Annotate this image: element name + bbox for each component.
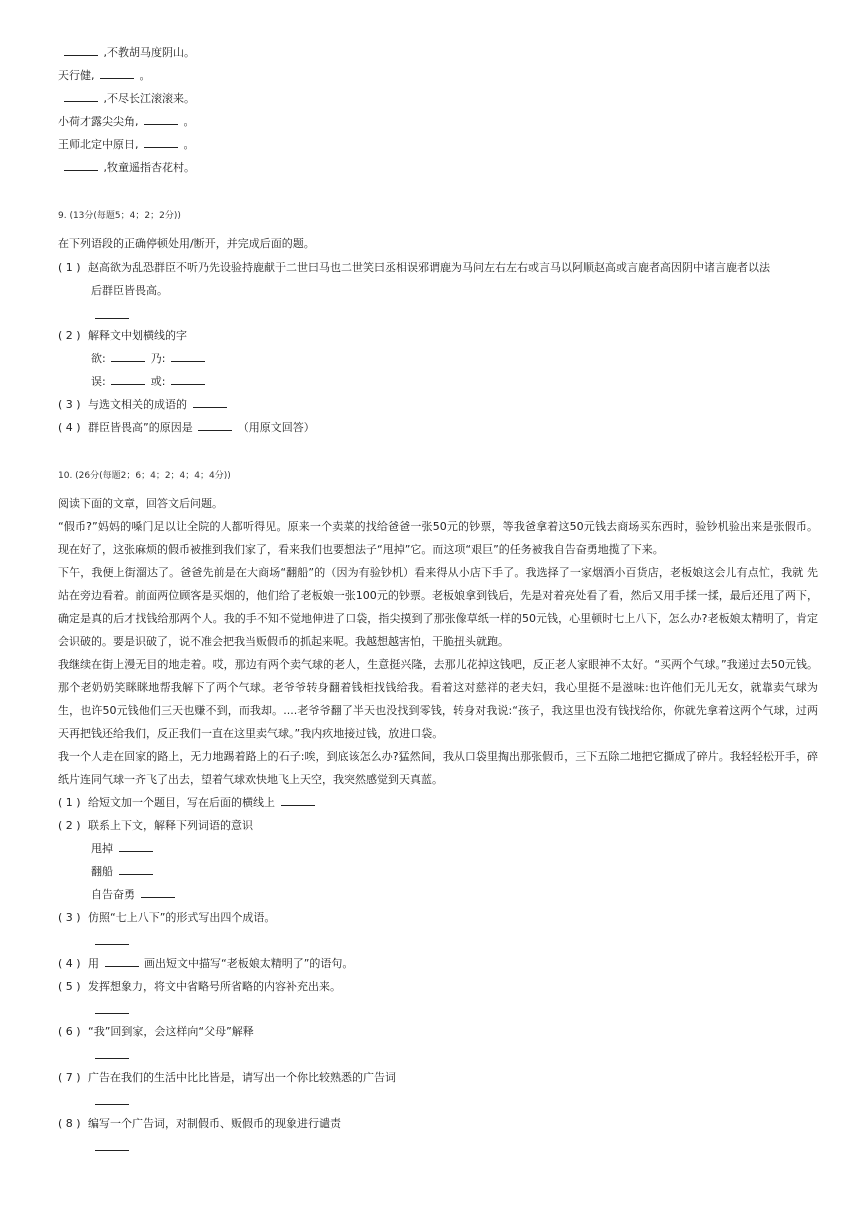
answer-blank[interactable] [105,956,139,967]
q9-sub2-row2: 误: 或: [91,374,207,390]
poem-line-1: ,不教胡马度阴山。 [62,45,195,61]
poem-line-4: 小荷才露尖尖角, 。 [58,115,195,128]
answer-line[interactable] [95,1149,129,1151]
q9-sub2: ( 2 ) 解释文中划横线的字 [58,329,187,342]
answer-line[interactable] [95,1057,129,1059]
poem-line-5: 王师北定中原日, 。 [58,138,195,151]
answer-line[interactable] [95,1103,129,1105]
q10-sub6: ( 6 ) “我”回到家，会这样向“父母”解释 [58,1025,254,1038]
answer-blank[interactable] [111,351,145,362]
answer-blank[interactable] [100,68,134,79]
q10-sub1: ( 1 ) 给短文加一个题目，写在后面的横线上 [58,795,317,811]
poem-line-6: ,牧童遥指杏花村。 [62,160,195,176]
q9-sub4: ( 4 ) 群臣皆畏高”的原因是 （用原文回答） [58,421,315,434]
passage-paragraph: 下午，我便上街溜达了。爸爸先前是在大商场“翻船”的（因为有验钞机）看来得从小店下手了。我选择了一家烟酒小百货店，老板娘这会儿有点忙，我就 先站在旁边看着。前面两位顾客是买烟的，他们给了老板娘一张100元的钞票。老板娘拿到钱后，先是对着亮处看了看，然后又用手揉一揉，最后还甩了两下，确定是真的后才找钱给那两个人。我的手不知不觉地伸进了口袋，指尖摸到了那张像草纸一样的50元钱，心里顿时七上八下，怎么办?老板娘太精明了，肯定会识破的。要是识破了，说不准会把我当贩假币的抓起来呢。我越想越害怕，干脆扭头就跑。 [58,566,818,648]
q10-sub2: ( 2 ) 联系上下文，解释下列词语的意识 [58,819,253,832]
answer-blank[interactable] [119,841,153,852]
answer-blank[interactable] [64,91,98,102]
answer-blank[interactable] [281,795,315,806]
answer-blank[interactable] [198,420,232,431]
q10-sub7: ( 7 ) 广告在我们的生活中比比皆是，请写出一个你比较熟悉的广告词 [58,1071,396,1084]
q10-header: 10. (26分(每题2；6；4；2；4；4；4分)) [58,471,231,481]
q10-instruction: 阅读下面的文章，回答文后问题。 [58,497,223,510]
answer-blank[interactable] [171,351,205,362]
answer-blank[interactable] [119,864,153,875]
q10-sub2-word1: 甩掉 [91,841,155,857]
passage-paragraph: “假币?”妈妈的嗓门足以让全院的人都听得见。原来一个卖菜的找给爸爸一张50元的钞票，等我爸拿着这50元钱去商场买东西时，验钞机验出来是张假币。现在好了，这张麻烦的假币被推到我们家了，看来我们也要想法子“甩掉”它。而这项“艰巨”的任务被我自告奋勇地揽了下来。 [58,520,818,556]
q9-header: 9. (13分(每题5；4；2；2分)) [58,211,181,221]
q9-passage-line1: 赵高欲为乱恐群臣不听乃先设验持鹿献于二世曰马也二世笑曰丞相误邪谓鹿为马问左右左右或言马以阿顺赵高或言鹿者高因阴中诸言鹿者以法 [88,261,770,274]
q10-sub3: ( 3 ) 仿照“七上八下”的形式写出四个成语。 [58,911,276,924]
answer-blank[interactable] [64,160,98,171]
answer-blank[interactable] [193,397,227,408]
q10-sub2-word3: 自告奋勇 [91,887,177,903]
q10-sub8: ( 8 ) 编写一个广告词，对制假币、贩假币的现象进行谴责 [58,1117,341,1130]
q9-instruction: 在下列语段的正确停顿处用/断开，并完成后面的题。 [58,237,315,250]
answer-line[interactable] [95,943,129,945]
q10-sub5: ( 5 ) 发挥想象力，将文中省略号所省略的内容补充出来。 [58,980,341,993]
answer-line[interactable] [95,317,129,319]
q9-sub1: ( 1 ) 赵高欲为乱恐群臣不听乃先设验持鹿献于二世曰马也二世笑曰丞相误邪谓鹿为马问左右左右或言马以阿顺赵高或言鹿者高因阴中诸言鹿者以法 [58,261,770,274]
answer-line[interactable] [95,1012,129,1014]
passage-paragraph: 我继续在街上漫无目的地走着。哎，那边有两个卖气球的老人，生意挺兴隆，去那儿花掉这钱吧，反正老人家眼神不太好。“买两个气球。”我递过去50元钱。那个老奶奶笑眯眯地帮我解下了两个气球。老爷爷转身翻着钱柜找钱给我。看着这对慈祥的老夫妇，我心里挺不是滋味:也许他们无儿无女，就靠卖气球为生，也许50元钱他们三天也赚不到，而我却。....老爷爷翻了半天也没找到零钱，转身对我说:“孩子，我这里也没有钱找给你，你就先拿着这两个气球，过两天再把钱还给我们，反正我们一直在这里卖气球。”我内疚地接过钱，放进口袋。 [58,658,818,740]
answer-blank[interactable] [111,374,145,385]
answer-blank[interactable] [144,114,178,125]
q10-passage [58,515,818,791]
q10-sub2-word2: 翻船 [91,864,155,880]
answer-blank[interactable] [144,137,178,148]
q9-sub3: ( 3 ) 与选文相关的成语的 [58,397,229,413]
answer-blank[interactable] [64,45,98,56]
poem-line-3: ,不尽长江滚滚来。 [62,91,195,107]
q9-sub2-row1: 欲: 乃: [91,351,207,367]
answer-blank[interactable] [171,374,205,385]
poem-line-2: 天行健, 。 [58,69,151,82]
q10-sub4: ( 4 ) 用 画出短文中描写“老板娘太精明了”的语句。 [58,957,354,970]
passage-paragraph: 我一个人走在回家的路上，无力地踢着路上的石子:唉，到底该怎么办?猛然间，我从口袋里掏出那张假币，三下五除二地把它撕成了碎片。我轻轻松开手，碎纸片连同气球一齐飞了出去，望着气球欢快地飞上天空，我突然感觉到天真蓝。 [58,750,818,786]
answer-blank[interactable] [141,887,175,898]
q9-passage-line2: 后群臣皆畏高。 [91,284,168,297]
